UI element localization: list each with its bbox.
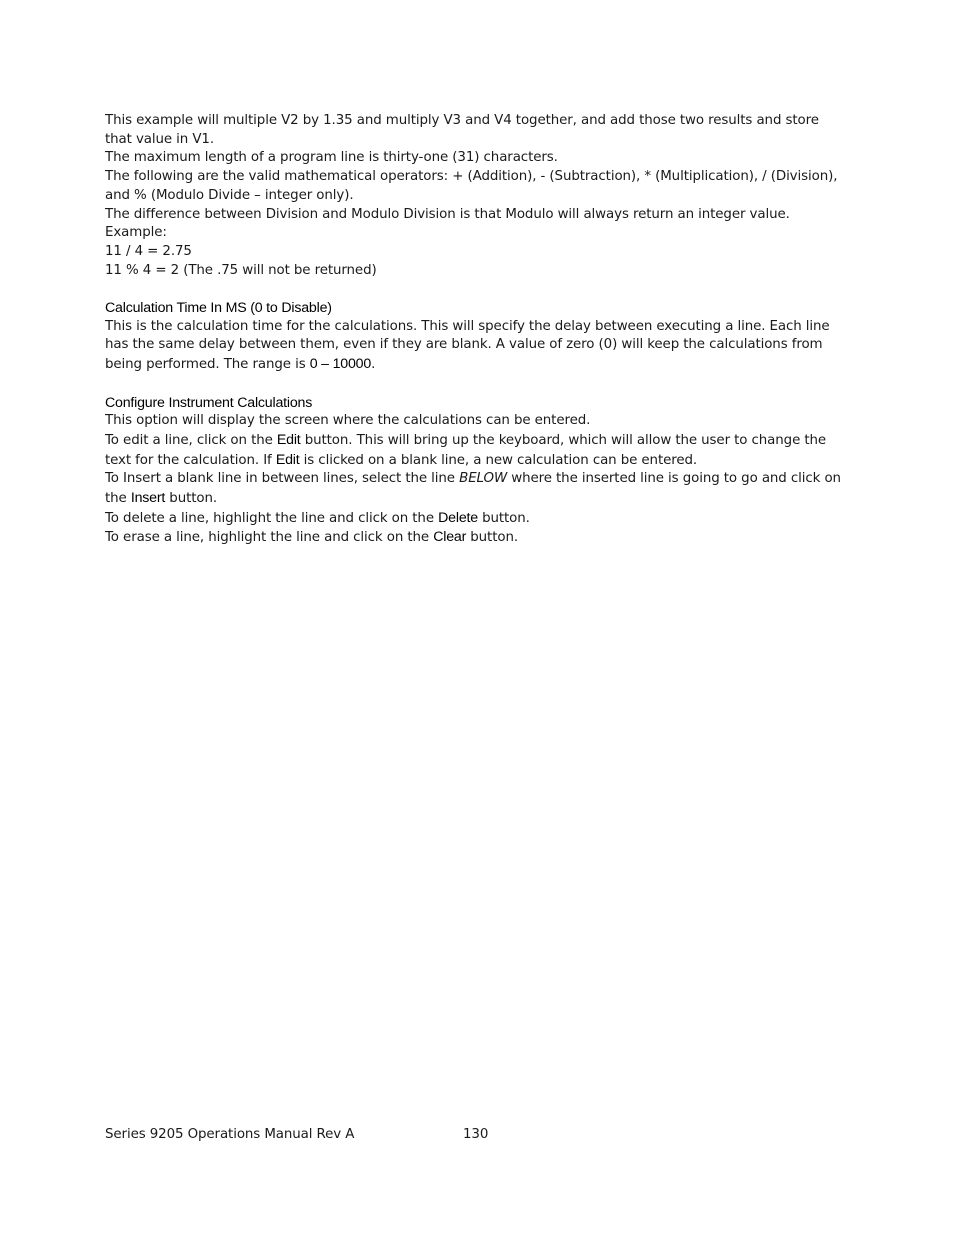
delete-term: Delete — [438, 509, 478, 526]
edit-text-pre: To edit a line, click on the — [105, 432, 277, 448]
clear-text-pre: To erase a line, highlight the line and click on the — [105, 530, 434, 546]
calc-time-description — [105, 318, 845, 375]
paragraph-gap — [105, 375, 845, 394]
calc-time-heading: Calculation Time In MS (0 to Disable) — [105, 300, 332, 317]
insert-text-mid: where the inserted line is going to go and click on the — [105, 471, 841, 507]
intro-paragraph-2: The maximum length of a program line is thirty-one (31) characters. — [105, 150, 558, 166]
calc-time-end: . — [371, 357, 376, 373]
example-division: 11 / 4 = 2.75 — [105, 243, 192, 259]
configure-heading: Configure Instrument Calculations — [105, 394, 313, 411]
configure-insert-instructions — [105, 470, 845, 508]
insert-emphasis: BELOW — [459, 471, 508, 487]
delete-text-post: button. — [477, 510, 530, 526]
configure-description: This option will display the screen where the calculations can be entered. — [105, 413, 591, 429]
insert-term: Insert — [130, 490, 166, 507]
calc-time-range: 0 – 10000 — [309, 356, 372, 373]
edit-term: Edit — [276, 431, 301, 448]
clear-text-post: button. — [466, 530, 518, 546]
intro-paragraph-1: This example will multiple V2 by 1.35 and multiply V3 and V4 together, and add those two results and store that value in V1. — [105, 113, 819, 147]
intro-paragraph-4: The difference between Division and Modulo Division is that Modulo will always return an integer value. — [105, 206, 790, 222]
paragraph-gap — [105, 280, 845, 299]
clear-term: Clear — [433, 529, 467, 546]
page-number: 130 — [463, 1127, 489, 1142]
example-label: Example: — [105, 225, 167, 241]
edit-term-2: Edit — [275, 451, 300, 468]
page-body — [105, 112, 845, 548]
delete-text-pre: To delete a line, highlight the line and click on the — [105, 510, 439, 526]
configure-edit-instructions — [105, 431, 845, 470]
intro-paragraph-3: The following are the valid mathematical operators: + (Addition), - (Subtraction), * (Multiplication), / (Division), and % (Modulo Divide – integer only). — [105, 169, 838, 203]
configure-delete-instructions — [105, 509, 845, 529]
configure-clear-instructions — [105, 528, 845, 548]
insert-text-pre: To Insert a blank line in between lines, select the line — [105, 471, 460, 487]
calc-time-body: This is the calculation time for the calculations. This will specify the delay between executing a line. Each line has the same delay between them, even if they are blank. A value of zero (0) will keep the calculations from being performed. The range is — [105, 318, 830, 373]
edit-text-mid: button. This will bring up the keyboard, which will allow the user to change the text for the calculation. If — [105, 432, 827, 468]
footer-title: Series 9205 Operations Manual Rev A — [105, 1127, 355, 1142]
insert-text-post: button. — [165, 491, 218, 507]
edit-text-post: is clicked on a blank line, a new calculation can be entered. — [299, 452, 698, 468]
example-modulo: 11 % 4 = 2 (The .75 will not be returned) — [105, 262, 377, 278]
